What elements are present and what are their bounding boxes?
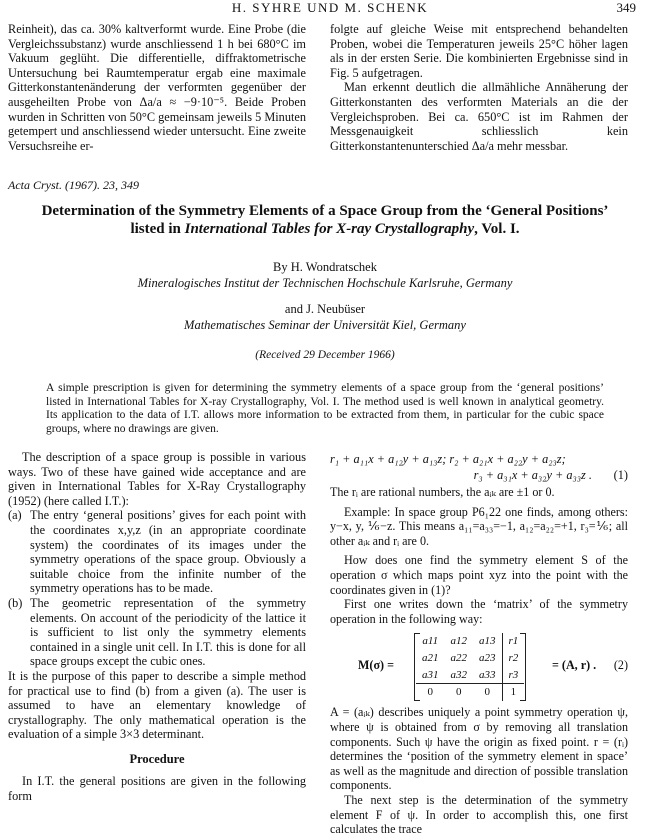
matrix-cell: a23 (479, 651, 496, 664)
matrix-cell: 1 (502, 684, 524, 701)
purpose-paragraph: It is the purpose of this paper to describe a simple method for practical use to find (b) from a given (a). The user is assumed to have an elementary knowledge of crystallography. The only mathematical operation is the evaluation of a simple 3×3 determinant. (8, 668, 306, 742)
article-title-2c: , Vol. I. (474, 221, 520, 237)
affiliation-2: Mathematisches Seminar der Universität Kiel, Germany (184, 318, 466, 332)
matrix-wrapper (416, 633, 524, 700)
equation-1-number: (1) (613, 467, 628, 482)
matrix-cell: 0 (416, 684, 445, 701)
prev-article-left-column (8, 22, 306, 153)
matrix-cell: a11 (422, 635, 439, 648)
body-left-column (8, 450, 306, 804)
equation-2-number: (2) (613, 658, 628, 673)
item-a (8, 508, 306, 596)
abstract: A simple prescription is given for determining the symmetry elements of a space group from the ‘general positions’ listed in International Tables for X-ray Crystallography, Vol. I. The method used is well known in analytical geometry. Its application to the data of I.T. allows more information to be extracted from them, in particular for the cubic space groups, where no drawings are given. (46, 382, 604, 435)
intro-paragraph: The description of a space group is possible in various ways. Two of these have gained wide acceptance and are given in International Tables for X-Ray Crystallography (1952) (here called I.T.): (8, 450, 306, 508)
matrix-cell: r1 (502, 633, 524, 650)
equation-1-line-2-text: r₃ + a₃₁x + a₃₂y + a₃₃z . (473, 467, 592, 482)
prev-article-right-text-1: folgte auf gleiche Weise mit entsprechend behandelten Proben, wobei die Temperaturen jeweils 25°C höher lagen als in der ersten Serie. Die kombinierten Ergebnisse sind in Fig. 5 aufgetragen. (330, 22, 628, 80)
equation-2-lhs: M(σ) = (358, 658, 394, 673)
item-b (8, 596, 306, 669)
article-title-2a: listed in (130, 221, 185, 237)
article-title-2b: International Tables for X-ray Crystallography (184, 221, 475, 237)
matrix-row (416, 633, 524, 650)
matrix-left-bracket (414, 633, 420, 700)
matrix-row (416, 684, 524, 701)
matrix-cell: a31 (422, 668, 439, 681)
matrix-cell: a33 (479, 668, 496, 681)
prev-article-left-text: Reinheit), das ca. 30% kaltverformt wurde. Eine Probe (die Vergleichssubstanz) wurde anschliessend 1 h bei 680°C im Vakuum geglüht. Die differentielle, diffraktometrische Untersuchung bei Raumtemperatur ergab eine maximale Gitterkonstantenänderung der verformten gegenüber der ausgeheilten Probe von Δa/a ≈ −9·10⁻⁵. Beide Proben wurden in Schritten von 50°C gemeinsam jeweils 5 Minuten getempert und anschliessend wieder untersucht. Eine zweite Versuchsreihe er- (8, 22, 306, 153)
prev-article-right-text-2: Man erkennt deutlich die allmähliche Annäherung der Gitterkonstanten des verformten Materials an die der Vergleichsproben. Bei ca. 650°C ist im Rahmen der Messgenauigkeit schliesslich kein Gitterkonstantenunterschied Δa/a mehr messbar. (330, 80, 628, 153)
next-step-paragraph: The next step is the determination of the symmetry element F of ψ. In order to accomplish this, one first calculates the trace (330, 792, 628, 837)
author-2: and J. Neubüser (284, 302, 366, 316)
article-title-line-2 (10, 220, 640, 238)
matrix-row (416, 667, 524, 684)
item-b-label: (b) (8, 595, 23, 610)
equation-2-rhs: = (A, r) . (552, 658, 597, 673)
question-paragraph: How does one find the symmetry element S of the operation σ which maps point xyz into the point with the coordinates given in (1)? (330, 553, 628, 597)
equation-2 (330, 631, 628, 701)
matrix-cell: a32 (450, 668, 467, 681)
received-date: (Received 29 December 1966) (255, 349, 395, 361)
matrix-cell: r2 (502, 650, 524, 667)
matrix-intro-paragraph: First one writes down the ‘matrix’ of the symmetry operation in the following way: (330, 597, 628, 626)
prev-article-right-column (330, 22, 628, 153)
body-right-column (330, 452, 628, 837)
running-header-authors: H. SYHRE UND M. SCHENK (231, 0, 429, 15)
matrix-cell: a22 (450, 651, 467, 664)
matrix-row (416, 650, 524, 667)
matrix-cell: r3 (502, 667, 524, 684)
running-header (0, 0, 650, 18)
example-paragraph: Example: In space group P6₁22 one finds, among others: y−x, y, ⅙−z. This means a₁₁=a₃₃=−1, a₁₂=a₂₂=+1, r₃=⅙; all other aᵢₖ and rᵢ are 0. (330, 504, 628, 548)
procedure-paragraph: In I.T. the general positions are given in the following form (8, 774, 306, 804)
equation-1-line-1: r₁ + a₁₁x + a₁₂y + a₁₃z; r₂ + a₂₁x + a₂₂y + a₂₃z; (330, 452, 566, 466)
article-title-line-1: Determination of the Symmetry Elements of a Space Group from the ‘General Positions’ (41, 203, 609, 219)
equation-1-line-2 (330, 468, 628, 484)
page-number: 349 (616, 0, 636, 15)
matrix-right-bracket (520, 633, 526, 700)
matrix-table (416, 633, 524, 700)
section-heading-procedure: Procedure (129, 751, 185, 766)
matrix-description-paragraph: A = (aᵢₖ) describes uniquely a point symmetry operation ψ, where ψ is obtained from σ by removing all translation components. Such ψ have the origin as fixed point. r = (rᵢ) determines the ‘position of the symmetry element in space’ as well as the magnitude and direction of possible translation components. (330, 705, 628, 793)
author-1: By H. Wondratschek (273, 260, 377, 274)
item-a-text: The entry ‘general positions’ gives for each point with the coordinates x,y,z (in an appropriate coordinate system) the coordinates of its images under the symmetry operations of the space group. Obviously a suitable choice from the infinite number of the symmetry operations has to be made. (30, 508, 306, 596)
matrix-cell: a13 (479, 635, 496, 648)
rational-numbers-paragraph: The rᵢ are rational numbers, the aᵢₖ are ±1 or 0. (330, 485, 555, 499)
article-title (10, 202, 640, 238)
item-b-text: The geometric representation of the symmetry elements. On account of the periodicity of the lattice it is sufficient to list only the symmetry elements contained in a single unit cell. In I.T. this is done for all space groups except the cubic ones. (30, 595, 306, 669)
matrix-cell: 0 (473, 684, 502, 701)
matrix-cell: 0 (445, 684, 474, 701)
affiliation-1: Mineralogisches Institut der Technischen Hochschule Karlsruhe, Germany (137, 276, 513, 290)
article-citation: Acta Cryst. (1967). 23, 349 (8, 178, 139, 192)
item-a-label: (a) (8, 508, 22, 523)
matrix-cell: a12 (450, 635, 467, 648)
matrix-cell: a21 (422, 651, 439, 664)
